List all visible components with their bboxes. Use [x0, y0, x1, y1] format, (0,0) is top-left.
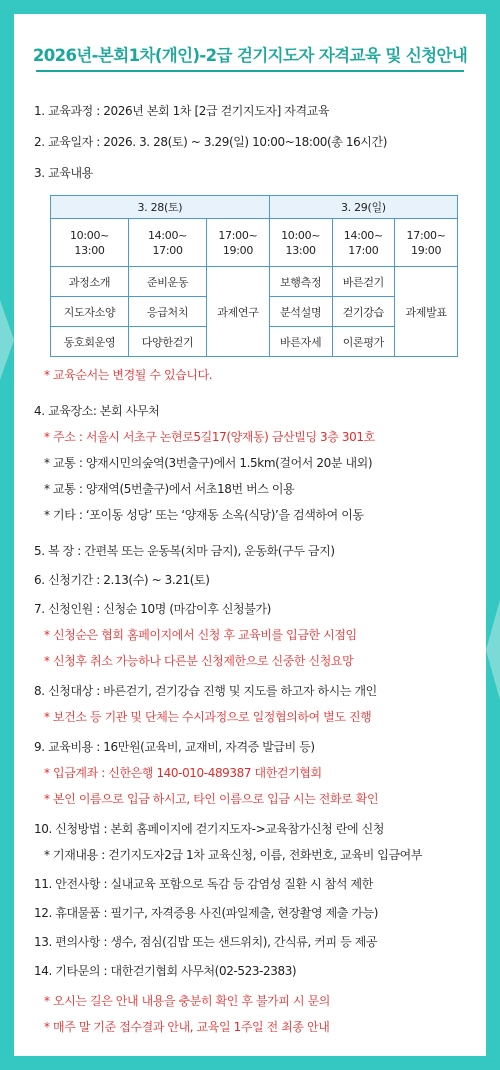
session-cell: 다양한걷기 — [129, 327, 207, 357]
safety-line: 11. 안전사항 : 실내교육 포함으로 독감 등 감염성 질환 시 참석 제한 — [34, 877, 373, 891]
session-cell: 준비운동 — [129, 267, 207, 297]
attire-line: 5. 복 장 : 간편복 또는 운동복(치마 금지), 운동화(구두 금지) — [34, 544, 335, 558]
time-slot: 14:00~ 17:00 — [129, 219, 207, 267]
title-underline — [36, 70, 464, 72]
final-note: * 오시는 길은 안내 내용을 충분히 확인 후 불가피 시 문의 — [44, 994, 330, 1008]
session-cell: 바른걷기 — [332, 267, 395, 297]
method-note: * 기재내용 : 걷기지도자2급 1차 교육신청, 이름, 전화번호, 교육비 입금여부 — [44, 848, 423, 862]
place-note: * 기타 : ‘포이동 성당’ 또는 ‘양재동 소옥(식당)’을 검색하여 이동 — [44, 508, 364, 522]
session-cell: 동호회운영 — [51, 327, 129, 357]
session-cell: 지도자소양 — [51, 297, 129, 327]
period-line: 6. 신청기간 : 2.13(수) ~ 3.21(토) — [34, 573, 210, 587]
fee-line: 9. 교육비용 : 16만원(교육비, 교재비, 자격증 발급비 등) — [34, 740, 315, 754]
session-cell: 분석설명 — [269, 297, 332, 327]
bring-line: 12. 휴대물품 : 필기구, 자격증용 사진(파일제출, 현장촬영 제출 가능) — [34, 906, 379, 920]
content-heading: 3. 교육내용 — [34, 166, 93, 180]
content-note: * 교육순서는 변경될 수 있습니다. — [44, 368, 213, 382]
final-note: * 매주 말 기준 접수결과 안내, 교육일 1주일 전 최종 안내 — [44, 1020, 330, 1034]
session-cell: 이론평가 — [332, 327, 395, 357]
place-note: * 교통 : 양재역(5번출구)에서 서초18번 버스 이용 — [44, 482, 295, 496]
session-cell: 바른자세 — [269, 327, 332, 357]
time-slot: 14:00~ 17:00 — [332, 219, 395, 267]
background-decoration — [486, 600, 500, 700]
session-cell: 보행측정 — [269, 267, 332, 297]
time-slot: 10:00~ 13:00 — [269, 219, 332, 267]
place-line: 4. 교육장소: 본회 사무처 — [34, 404, 160, 418]
dates-line: 2. 교육일자 : 2026. 3. 28(토) ~ 3.29(일) 10:00~18:00(총 16시간) — [34, 135, 387, 149]
place-note: * 교통 : 양재시민의숲역(3번출구)에서 1.5km(걸어서 20분 내외) — [44, 456, 373, 470]
session-cell: 응급처치 — [129, 297, 207, 327]
inquiry-line: 14. 기타문의 : 대한걷기협회 사무처(02-523-2383) — [34, 964, 297, 978]
time-slot: 17:00~ 19:00 — [395, 219, 458, 267]
capacity-line: 7. 신청인원 : 신청순 10명 (마감이후 신청불가) — [34, 602, 271, 616]
convenience-line: 13. 편의사항 : 생수, 점심(김밥 또는 샌드위치), 간식류, 커피 등 제공 — [34, 935, 378, 949]
time-slot: 10:00~ 13:00 — [51, 219, 129, 267]
capacity-note: * 신청순은 협회 홈페이지에서 신청 후 교육비를 입금한 시점임 — [44, 628, 357, 642]
session-cell: 걷기강습 — [332, 297, 395, 327]
time-slot: 17:00~ 19:00 — [207, 219, 270, 267]
schedule-day1-header: 3. 28(토) — [51, 196, 270, 219]
notice-card — [14, 14, 486, 1056]
place-note: * 주소 : 서울시 서초구 논현로5길17(양재동) 금산빌딩 3층 301호 — [44, 430, 375, 444]
target-line: 8. 신청대상 : 바른걷기, 걷기강습 진행 및 지도를 하고자 하시는 개인 — [34, 684, 377, 698]
session-cell: 과제연구 — [207, 267, 270, 357]
page-title: 2026년-본회1차(개인)-2급 걷기지도자 자격교육 및 신청안내 — [32, 46, 468, 65]
session-cell: 과정소개 — [51, 267, 129, 297]
session-cell: 과제발표 — [395, 267, 458, 357]
background-decoration — [0, 300, 14, 380]
target-note: * 보건소 등 기관 및 단체는 수시과정으로 일정협의하여 별도 진행 — [44, 710, 372, 724]
schedule-table — [50, 195, 458, 357]
fee-note: * 본인 이름으로 입금 하시고, 타인 이름으로 입금 시는 전화로 확인 — [44, 792, 379, 806]
course-line: 1. 교육과정 : 2026년 본회 1차 [2급 걷기지도자] 자격교육 — [34, 104, 330, 118]
method-line: 10. 신청방법 : 본회 홈페이지에 걷기지도자->교육참가신청 란에 신청 — [34, 822, 385, 836]
schedule-day2-header: 3. 29(일) — [269, 196, 457, 219]
capacity-note: * 신청후 취소 가능하나 다른분 신청제한으로 신중한 신청요망 — [44, 654, 354, 668]
fee-note: * 입금계좌 : 신한은행 140-010-489387 대한걷기협회 — [44, 766, 322, 780]
